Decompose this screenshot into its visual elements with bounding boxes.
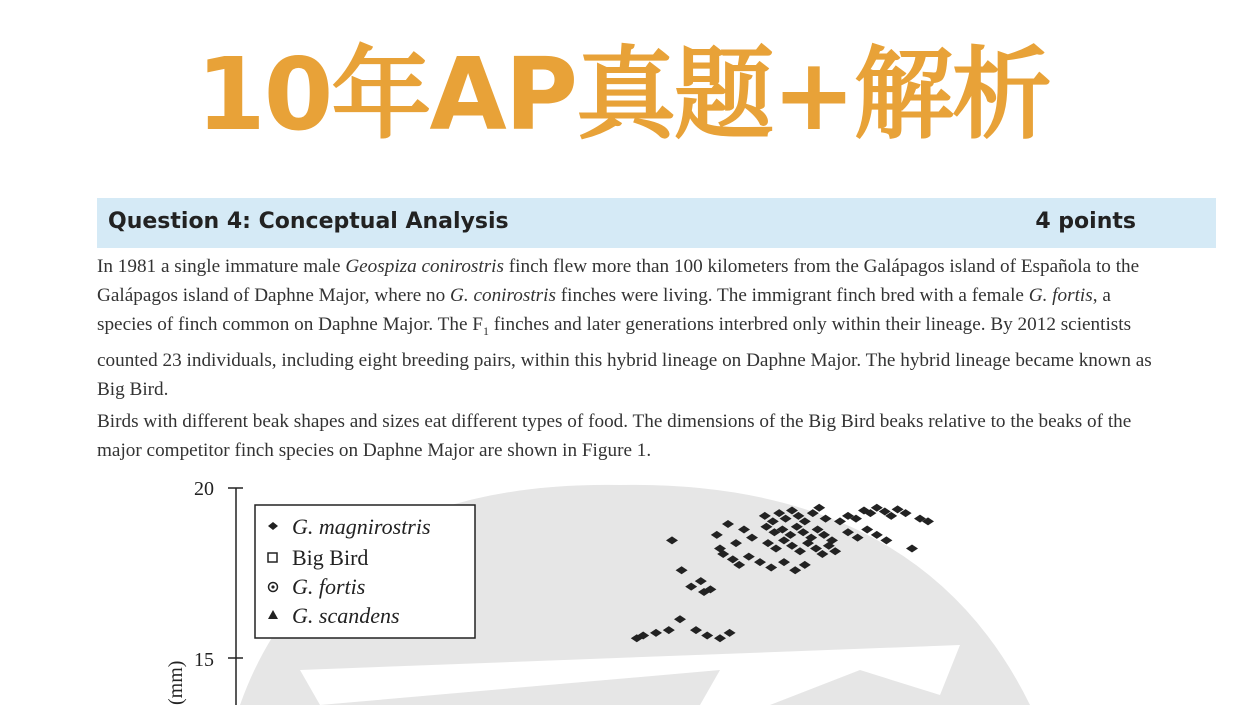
y-tick-label-15: 15 xyxy=(194,649,214,671)
data-point xyxy=(861,525,873,533)
data-point xyxy=(813,504,825,512)
legend xyxy=(255,505,475,638)
species-name: G. fortis xyxy=(1028,285,1093,306)
legend-label-magnirostris: G. magnirostris xyxy=(292,514,431,539)
question-title: Question 4: Conceptual Analysis xyxy=(108,209,509,234)
legend-label-big-bird: Big Bird xyxy=(292,545,369,570)
paragraph-text: , a species of finch common on Daphne Major. The F xyxy=(97,285,1111,335)
data-point xyxy=(906,545,918,553)
question-header xyxy=(97,198,1216,248)
paragraph-text: In 1981 a single immature male xyxy=(97,256,346,277)
species-name: G. conirostris xyxy=(450,285,556,306)
paragraph-text: finches were living. The immigrant finch bred with a female xyxy=(555,285,1029,306)
legend-marker-circle-dot xyxy=(271,585,274,588)
paragraph-text: finches and later generations interbred only within their lineage. By 2012 scientists counted 23 individuals, including eight breeding pairs, within this hybrid lineage on Daphne Major. The hybrid lineage became known as Big Bird. xyxy=(97,314,1152,400)
intro-paragraph xyxy=(97,252,1157,404)
figure-1-chart xyxy=(0,470,1246,705)
banner-title: 10年AP真题+解析 xyxy=(196,36,1050,153)
legend-label-fortis: G. fortis xyxy=(292,574,366,599)
beak-paragraph: Birds with different beak shapes and sizes eat different types of food. The dimensions of the Big Bird beaks relative to the beaks of the major competitor finch species on Daphne Major are shown in Figure 1. xyxy=(97,411,1132,461)
generation-subscript: 1 xyxy=(482,323,489,338)
legend-marker-square xyxy=(268,553,277,562)
legend-label-scandens: G. scandens xyxy=(292,603,400,628)
species-name: Geospiza conirostris xyxy=(345,256,504,277)
y-axis-title: (mm) xyxy=(165,660,187,705)
question-points: 4 points xyxy=(1035,209,1136,234)
paragraph-text: finch flew more than 100 kilometers from the Galápagos island of Española to the Galápagos island of Daphne Major, where no xyxy=(97,256,1140,306)
y-tick-label-20: 20 xyxy=(194,478,214,500)
